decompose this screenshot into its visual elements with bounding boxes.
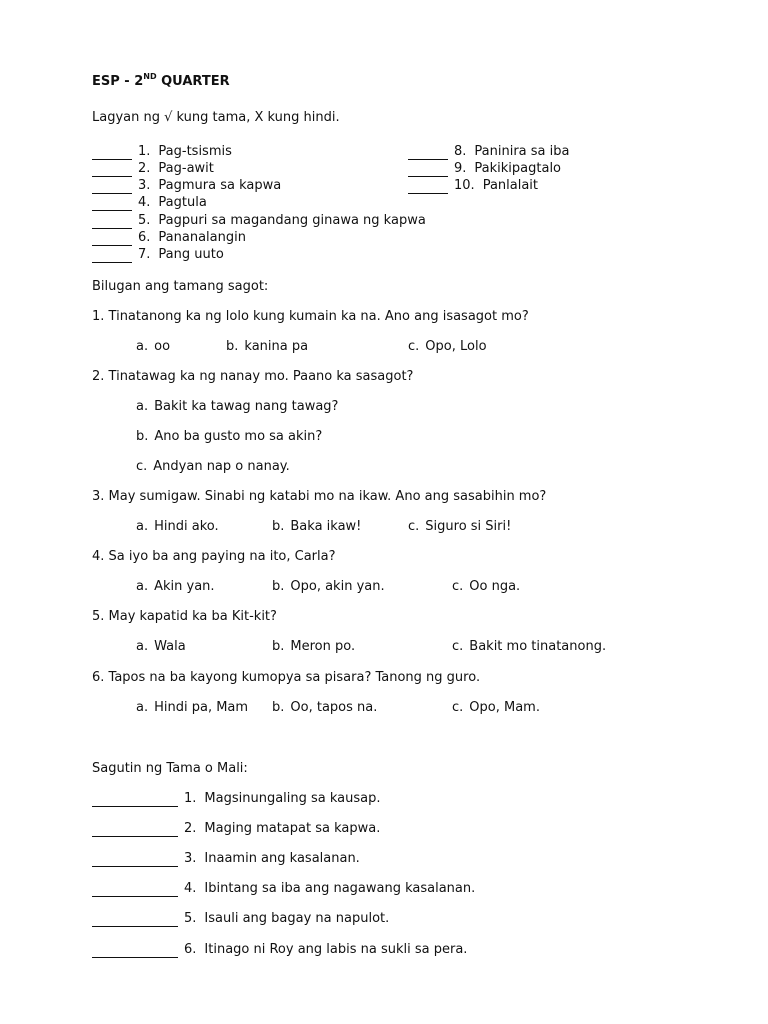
- answer-option[interactable]: c. Opo, Mam.: [452, 700, 540, 715]
- answer-option[interactable]: b. Baka ikaw!: [272, 519, 362, 534]
- answer-blank[interactable]: [92, 147, 132, 160]
- answer-option[interactable]: b. kanina pa: [226, 339, 309, 354]
- answer-blank[interactable]: [92, 164, 132, 177]
- checklist-item: 4. Pagtula: [92, 195, 207, 211]
- answer-option[interactable]: b. Oo, tapos na.: [272, 700, 378, 715]
- answer-option[interactable]: a. Akin yan.: [136, 579, 215, 594]
- answer-blank[interactable]: [92, 854, 178, 867]
- answer-blank[interactable]: [92, 216, 132, 229]
- answer-blank[interactable]: [92, 250, 132, 263]
- section2-instruction: Bilugan ang tamang sagot:: [92, 279, 269, 294]
- question-text: 3. May sumigaw. Sinabi ng katabi mo na ikaw. Ano ang sasabihin mo?: [92, 489, 547, 504]
- answer-option[interactable]: a. Hindi pa, Mam: [136, 700, 249, 715]
- answer-blank[interactable]: [92, 181, 132, 194]
- checklist-item: 2. Pag-awit: [92, 161, 214, 177]
- question-text: 2. Tinatawag ka ng nanay mo. Paano ka sasagot?: [92, 369, 414, 384]
- answer-option[interactable]: c. Andyan nap o nanay.: [136, 459, 290, 474]
- checklist-item: 10. Panlalait: [408, 178, 538, 194]
- checklist-item: 6. Pananalangin: [92, 230, 246, 246]
- answer-option[interactable]: c. Oo nga.: [452, 579, 521, 594]
- checklist-item: 3. Pagmura sa kapwa: [92, 178, 281, 194]
- answer-blank[interactable]: [92, 794, 178, 807]
- answer-option[interactable]: a. Wala: [136, 639, 186, 654]
- answer-option[interactable]: c. Bakit mo tinatanong.: [452, 639, 607, 654]
- question-text: 4. Sa iyo ba ang paying na ito, Carla?: [92, 549, 336, 564]
- checklist-item: 9. Pakikipagtalo: [408, 161, 561, 177]
- checklist-item: 5. Pagpuri sa magandang ginawa ng kapwa: [92, 213, 426, 229]
- question-text: 6. Tapos na ba kayong kumopya sa pisara? Tanong ng guro.: [92, 670, 481, 685]
- answer-option[interactable]: a. oo: [136, 339, 171, 354]
- question-text: 1. Tinatanong ka ng lolo kung kumain ka na. Ano ang isasagot mo?: [92, 309, 529, 324]
- page-title: ESP - 2ND QUARTER: [92, 72, 230, 89]
- answer-option[interactable]: b. Ano ba gusto mo sa akin?: [136, 429, 323, 444]
- answer-blank[interactable]: [408, 181, 448, 194]
- answer-blank[interactable]: [408, 164, 448, 177]
- true-false-item: 6. Itinago ni Roy ang labis na sukli sa pera.: [92, 942, 467, 958]
- true-false-item: 5. Isauli ang bagay na napulot.: [92, 911, 389, 927]
- answer-blank[interactable]: [92, 914, 178, 927]
- answer-option[interactable]: c. Opo, Lolo: [408, 339, 487, 354]
- checklist-item: 7. Pang uuto: [92, 247, 224, 263]
- answer-option[interactable]: b. Opo, akin yan.: [272, 579, 385, 594]
- question-text: 5. May kapatid ka ba Kit-kit?: [92, 609, 277, 624]
- section3-instruction: Sagutin ng Tama o Mali:: [92, 761, 248, 776]
- answer-blank[interactable]: [92, 233, 132, 246]
- answer-blank[interactable]: [408, 147, 448, 160]
- true-false-item: 2. Maging matapat sa kapwa.: [92, 821, 380, 837]
- answer-option[interactable]: b. Meron po.: [272, 639, 356, 654]
- answer-blank[interactable]: [92, 884, 178, 897]
- true-false-item: 1. Magsinungaling sa kausap.: [92, 791, 381, 807]
- answer-option[interactable]: a. Bakit ka tawag nang tawag?: [136, 399, 339, 414]
- answer-blank[interactable]: [92, 945, 178, 958]
- section1-instruction: Lagyan ng √ kung tama, X kung hindi.: [92, 110, 340, 125]
- answer-option[interactable]: a. Hindi ako.: [136, 519, 219, 534]
- true-false-item: 4. Ibintang sa iba ang nagawang kasalanan.: [92, 881, 475, 897]
- answer-option[interactable]: c. Siguro si Siri!: [408, 519, 512, 534]
- checklist-item: 8. Paninira sa iba: [408, 144, 569, 160]
- true-false-item: 3. Inaamin ang kasalanan.: [92, 851, 360, 867]
- answer-blank[interactable]: [92, 824, 178, 837]
- answer-blank[interactable]: [92, 198, 132, 211]
- checklist-item: 1. Pag-tsismis: [92, 144, 232, 160]
